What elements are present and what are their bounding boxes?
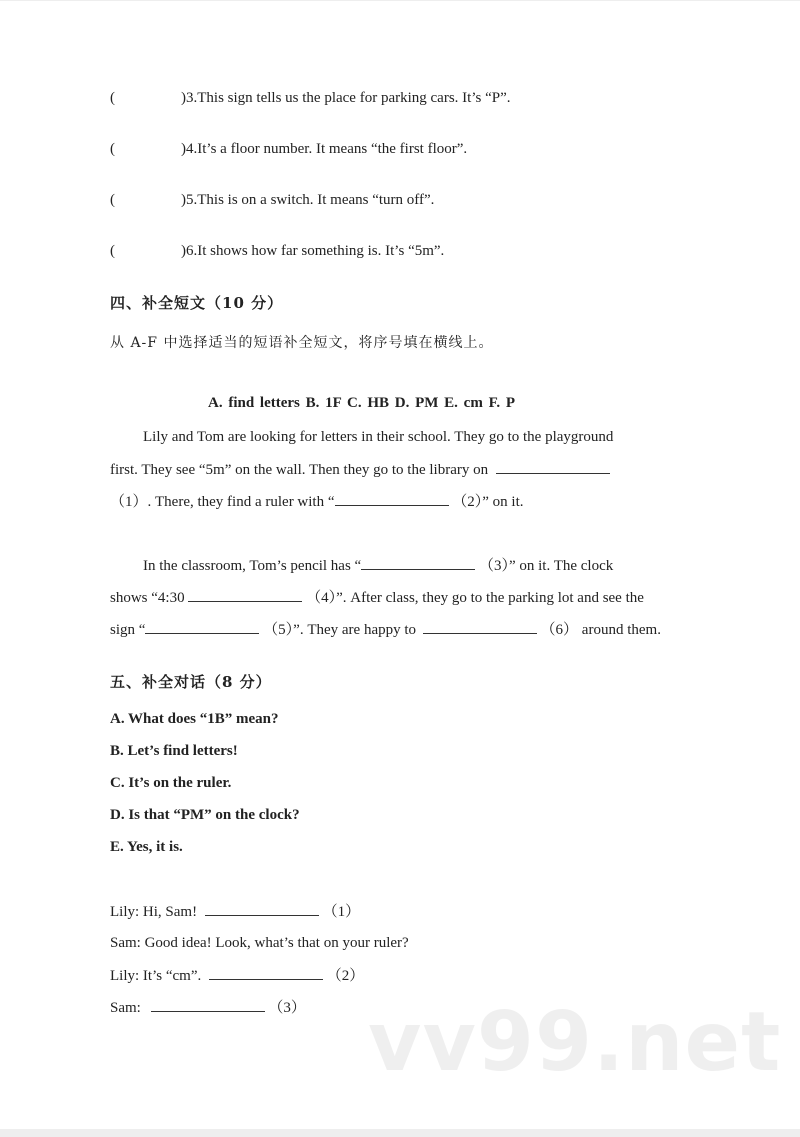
blank-5[interactable] [145,619,259,634]
option-list: A. find letters B. 1F C. HB D. PM E. cm F. P [208,395,516,411]
question-text: )6.It shows how far something is. It’s “5m”. [181,243,445,259]
passage-line [110,491,524,512]
question-text: )3.This sign tells us the place for parking cars. It’s “P”. [181,90,511,106]
passage-line: Lily and Tom are looking for letters in their school. They go to the playground [143,429,614,445]
passage-text: first. They see “5m” on the wall. Then they go to the library on [110,462,489,478]
dialogue-blank-1[interactable] [205,901,319,916]
answer-paren[interactable]: ( [110,243,115,259]
dialogue-choice: B. Let’s find letters! [110,743,238,759]
blank-3[interactable] [361,555,475,570]
page-bottom-edge [0,1129,800,1137]
passage-line [110,619,661,640]
dialogue-line [110,997,306,1018]
dialogue-number: （3） [268,1000,306,1016]
passage-line [143,555,613,576]
passage-text: （6） around them. [540,622,661,638]
dialogue-text: Lily: It’s “cm”. [110,968,202,984]
dialogue-blank-3[interactable] [151,997,265,1012]
passage-text: In the classroom, Tom’s pencil has “ [143,558,362,574]
passage-text: sign “ [110,622,146,638]
dialogue-choice: D. Is that “PM” on the clock? [110,807,300,823]
passage-line [110,587,644,608]
question-text: )5.This is on a switch. It means “turn off”. [181,192,435,208]
dialogue-number: （1） [322,904,361,920]
blank-4[interactable] [188,587,302,602]
section-5-heading: 五、补全对话（8 分） [110,673,272,691]
dialogue-number: （2） [326,968,365,984]
section-4-instruction: 从 A-F 中选择适当的短语补全短文，将序号填在横线上。 [110,335,494,351]
passage-text: （5）”. They are happy to [263,622,417,638]
passage-text: （4）”. After class, they go to the parking lot and see the [306,590,644,606]
dialogue-choice: A. What does “1B” mean? [110,711,279,727]
passage-text: （2）” on it. [452,494,524,510]
dialogue-blank-2[interactable] [209,965,323,980]
section-4-heading: 四、补全短文（10 分） [110,294,284,312]
blank-2[interactable] [335,491,449,506]
passage-text: shows “4:30 [110,590,185,606]
answer-paren[interactable]: ( [110,141,115,157]
blank-1[interactable] [496,459,610,474]
passage-line [110,459,610,480]
dialogue-text: Sam: [110,1000,141,1016]
dialogue-text: Lily: Hi, Sam! [110,904,198,920]
dialogue-line [110,965,364,986]
dialogue-choice: C. It’s on the ruler. [110,775,232,791]
answer-paren[interactable]: ( [110,192,115,208]
question-text: )4.It’s a floor number. It means “the first floor”. [181,141,468,157]
watermark: vv99.net [368,995,782,1090]
answer-paren[interactable]: ( [110,90,115,106]
passage-text: （1）. There, they find a ruler with “ [110,494,335,510]
blank-6[interactable] [423,619,537,634]
passage-text: （3）” on it. The clock [478,558,614,574]
dialogue-choice: E. Yes, it is. [110,839,183,855]
dialogue-line: Sam: Good idea! Look, what’s that on your ruler? [110,935,409,951]
dialogue-line [110,901,360,922]
